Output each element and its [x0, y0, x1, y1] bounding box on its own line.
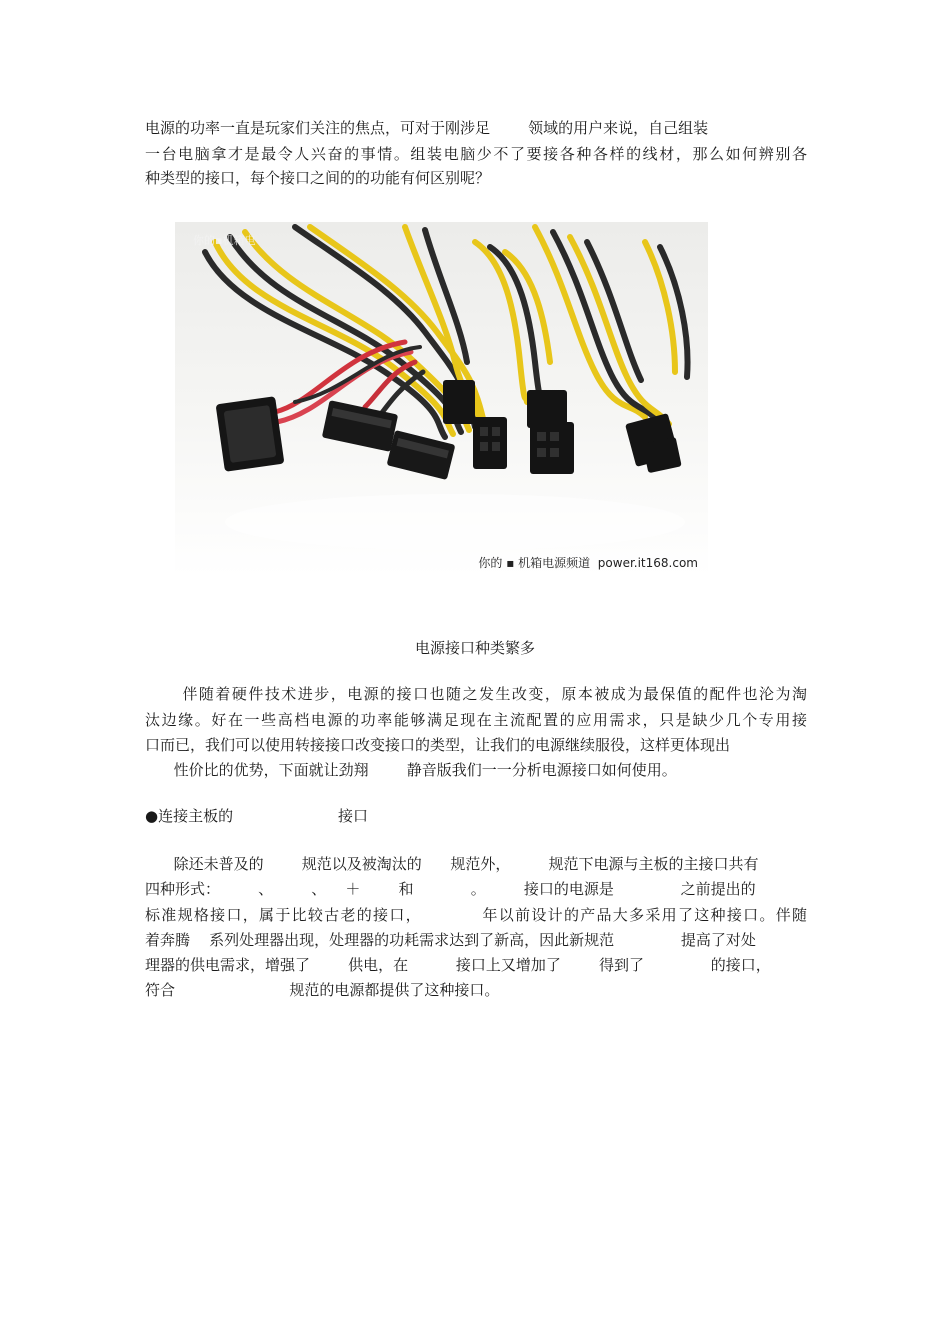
intro-line-3: 种类型的接口，每个接口之间的的功能有何区别呢？	[145, 169, 491, 187]
molex-connector	[216, 396, 285, 472]
para3-line-5: 理器的供电需求，增强了 供电，在 接口上又增加了 得到了 的接口，	[145, 956, 771, 974]
psu-cables-illustration	[175, 222, 708, 577]
para2-line-2: 汰边缘。好在一些高档电源的功率能够满足现在主流配置的应用需求，只是缺少几个专用接	[145, 711, 807, 729]
psu-connectors-photo	[175, 222, 708, 577]
para3-line-1: 除还未普及的 规范以及被淘汰的 规范外， 规范下电源与主板的主接口共有	[145, 855, 759, 873]
photo-watermark: 你的 ▪ 机箱电源频道 power.it168.com	[478, 556, 698, 570]
intro-line-2: 一台电脑拿才是最令人兴奋的事情。组装电脑少不了要接各种各样的线材，那么如何辨别各	[145, 145, 807, 163]
figure-caption: 电源接口种类繁多	[414, 639, 535, 657]
para2-line-1: 伴随着硬件技术进步，电源的接口也随之发生改变，原本被成为最保值的配件也沦为淘	[145, 685, 807, 703]
para3-line-6: 符合 规范的电源都提供了这种接口。	[145, 981, 500, 999]
para3-line-2: 四种形式： 、 、 ＋ 和 。 接口的电源是 之前提出的	[145, 880, 756, 898]
para2-line-4: 性价比的优势，下面就让劲翔 静音版我们一一分析电源接口如何使用。	[145, 761, 677, 779]
photo-watermark-top: 你的▪机箱电	[193, 234, 256, 247]
para3-line-3: 标准规格接口，属于比较古老的接口， 年以前设计的产品大多采用了这种接口。伴随	[145, 906, 807, 924]
para2-line-3: 口而已，我们可以使用转接接口改变接口的类型，让我们的电源继续服役，这样更体现出	[145, 736, 731, 754]
section-heading: ●连接主板的 接口	[145, 807, 368, 825]
para3-line-4: 着奔腾 系列处理器出现，处理器的功耗需求达到了新高，因此新规范 提高了对处	[145, 931, 756, 949]
intro-line-1: 电源的功率一直是玩家们关注的焦点，可对于刚涉足 领域的用户来说，自己组装	[145, 119, 709, 137]
